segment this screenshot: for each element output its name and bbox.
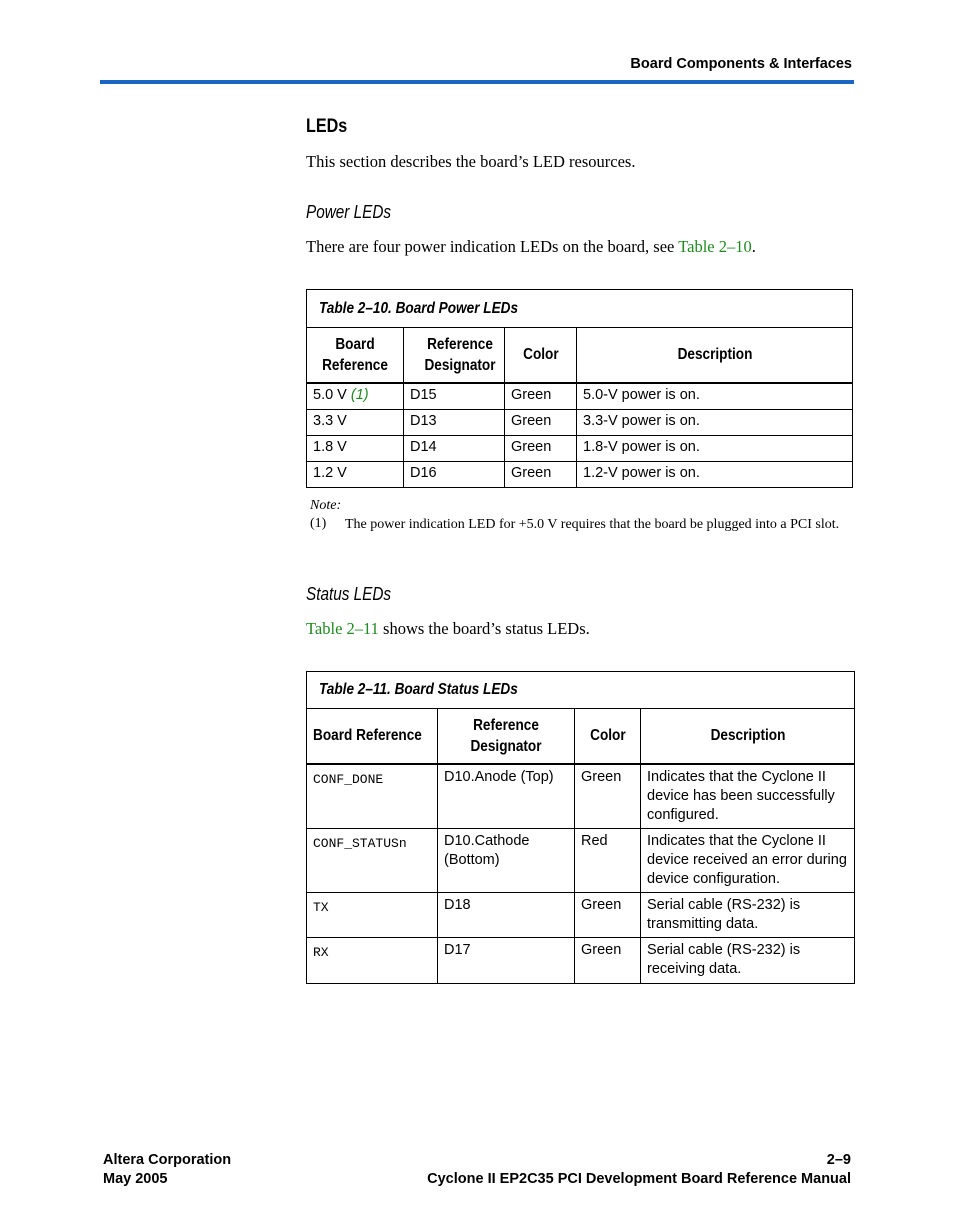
table-row [307, 409, 853, 435]
status-leds-paragraph [306, 619, 590, 639]
table-2-11-link[interactable]: Table 2–11 [306, 619, 379, 638]
ref-designator-cell: D13 [404, 409, 505, 435]
table-row [307, 435, 853, 461]
color-cell: Green [575, 892, 641, 937]
column-header-reference-designator: Reference Designator [438, 709, 575, 764]
ref-designator-cell: D18 [438, 892, 575, 937]
ref-designator-cell: D10.Cathode (Bottom) [438, 828, 575, 892]
description-cell: 5.0-V power is on. [577, 383, 853, 410]
table-row [307, 383, 853, 410]
column-header-description: Description [641, 709, 855, 764]
table-row [307, 937, 855, 983]
column-header-color: Color [505, 328, 577, 383]
status-leds-table [306, 671, 855, 984]
description-cell: Serial cable (RS-232) is receiving data. [641, 937, 855, 983]
column-header-color: Color [575, 709, 641, 764]
section-intro: This section describes the board’s LED resources. [306, 152, 636, 171]
board-reference-cell: 5.0 V (1) [307, 383, 404, 410]
ref-designator-cell: D17 [438, 937, 575, 983]
footer-right [380, 1151, 851, 1189]
footer-manual-title: Cyclone II EP2C35 PCI Development Board Reference Manual [427, 1171, 851, 1187]
table-note-number: (1) [310, 516, 327, 531]
table-row [307, 461, 853, 487]
board-reference-cell: TX [307, 892, 438, 937]
column-header-board-reference: Board Reference [307, 328, 404, 383]
status-leds-subheading-text: Status LEDs [306, 584, 392, 604]
section-heading [306, 116, 355, 138]
board-reference-cell: 3.3 V [307, 409, 404, 435]
description-cell: 3.3-V power is on. [577, 409, 853, 435]
color-cell: Green [505, 461, 577, 487]
color-cell: Green [505, 409, 577, 435]
status-leds-subheading [306, 584, 406, 605]
note-1-link[interactable]: (1) [350, 386, 369, 403]
column-header-description: Description [577, 328, 853, 383]
description-cell: 1.8-V power is on. [577, 435, 853, 461]
description-cell: Indicates that the Cyclone II device has been successfully configured. [641, 764, 855, 829]
table-row [307, 764, 855, 829]
table-caption-text: Table 2–10. Board Power LEDs [319, 299, 519, 317]
board-reference-cell: 1.2 V [307, 461, 404, 487]
running-header: Board Components & Interfaces [630, 56, 852, 72]
description-cell: Indicates that the Cyclone II device received an error during device configuration. [641, 828, 855, 892]
power-para-end: . [751, 237, 756, 256]
power-leds-subheading-text: Power LEDs [306, 202, 392, 222]
table-caption-text: Table 2–11. Board Status LEDs [319, 681, 518, 698]
footer-company: Altera Corporation [103, 1152, 232, 1168]
status-para-text: shows the board’s status LEDs. [378, 619, 590, 638]
table-caption [307, 290, 853, 328]
power-para-text: There are four power indication LEDs on the board, see [306, 237, 679, 256]
table-2-10-link[interactable]: Table 2–10 [678, 237, 752, 256]
power-leds-subheading [306, 202, 406, 223]
description-cell: Serial cable (RS-232) is transmitting data. [641, 892, 855, 937]
color-cell: Green [505, 435, 577, 461]
board-reference-cell: RX [307, 937, 438, 983]
ref-designator-cell: D15 [404, 383, 505, 410]
header-rule [100, 80, 854, 84]
section-heading-text: LEDs [306, 116, 348, 137]
table-row [307, 892, 855, 937]
description-cell: 1.2-V power is on. [577, 461, 853, 487]
board-reference-cell: 1.8 V [307, 435, 404, 461]
ref-designator-cell: D16 [404, 461, 505, 487]
column-header-reference-designator: Reference Designator [404, 328, 505, 383]
ref-designator-cell: D10.Anode (Top) [438, 764, 575, 829]
board-reference-cell: CONF_STATUSn [307, 828, 438, 892]
color-cell: Green [505, 383, 577, 410]
board-reference-cell: CONF_DONE [307, 764, 438, 829]
color-cell: Green [575, 764, 641, 829]
table-note-label: Note: [310, 498, 342, 513]
color-cell: Green [575, 937, 641, 983]
power-leds-table [306, 289, 853, 488]
table-note-text: The power indication LED for +5.0 V requires that the board be plugged into a PCI slot. [345, 517, 840, 532]
footer-left [103, 1151, 231, 1189]
power-leds-paragraph [306, 237, 756, 257]
table-row [307, 828, 855, 892]
column-header-board-reference: Board Reference [307, 709, 438, 764]
footer-date: May 2005 [103, 1171, 168, 1187]
footer-page-number: 2–9 [826, 1152, 851, 1168]
color-cell: Red [575, 828, 641, 892]
ref-designator-cell: D14 [404, 435, 505, 461]
table-caption [307, 672, 855, 709]
